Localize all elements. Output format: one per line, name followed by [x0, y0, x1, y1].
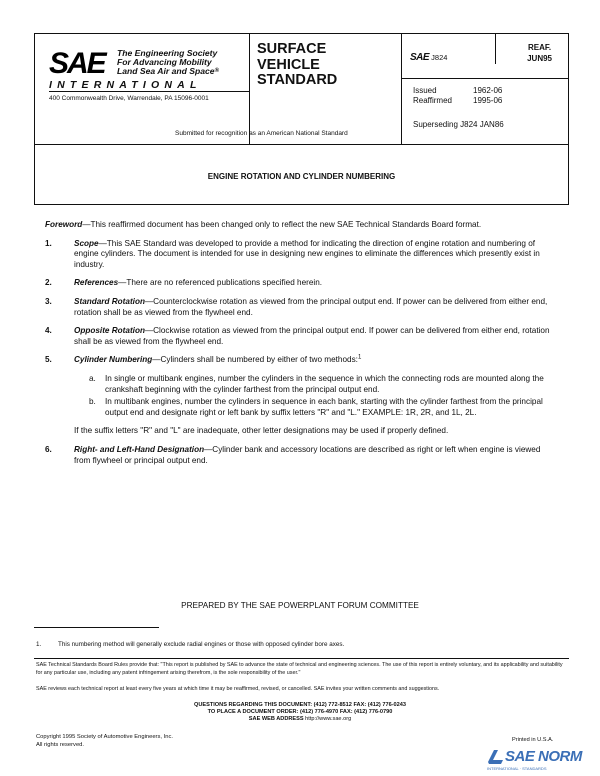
contact-info: QUESTIONS REGARDING THIS DOCUMENT: (412) 772-8512 FAX: (412) 776-0243 TO PLACE A DOCUMENT ORDER: (412) 776-4970 FAX: (412) 776-0790 SAE WEB ADDRESS http://www.sae.org: [193, 702, 406, 723]
society-tagline: The Engineering Society For Advancing Mobility Land Sea Air and Space®: [117, 48, 220, 77]
section-standard-rotation: 3. Standard Rotation—Counterclockwise rotation as viewed from the principal output end. If power can be delivered from either end, rotation shall be as viewed from the flywheel end.: [45, 296, 548, 317]
suffix-note: If the suffix letters "R" and "L" are inadequate, other letter designations may be used if properly defined.: [74, 426, 449, 436]
superseding-note: Superseding J824 JAN86: [413, 120, 504, 129]
document-header: [34, 33, 569, 145]
section-opposite-rotation: 4. Opposite Rotation—Clockwise rotation as viewed from the principal output end. If power can be delivered from either end, rotation shall be as viewed from the flywheel end.: [45, 326, 550, 346]
sae-logo: SAE: [49, 47, 105, 80]
document-title: ENGINE ROTATION AND CYLINDER NUMBERING: [207, 172, 396, 181]
title-box: [34, 145, 569, 205]
standard-type-title: SURFACE VEHICLE STANDARD: [257, 41, 338, 88]
prepared-by: PREPARED BY THE SAE POWERPLANT FORUM COMMITTEE: [181, 601, 419, 610]
society-address: 400 Commonwealth Drive, Warrendale, PA 15096-0001: [49, 95, 209, 102]
header-divider: [401, 34, 402, 144]
section-references: 2. References—There are no referenced publications specified herein.: [45, 278, 323, 288]
printed-in: Printed in U.S.A.: [512, 737, 554, 743]
web-link[interactable]: http://www.sae.org: [305, 716, 352, 723]
document-body: [45, 220, 555, 474]
divider: [49, 91, 249, 92]
watermark-logo-icon: [485, 746, 507, 768]
international-label: INTERNATIONAL: [49, 79, 202, 91]
ansi-submission-note: Submitted for recognition as an American National Standard: [175, 130, 348, 137]
foreword: Foreword—This reaffirmed document has been changed only to reflect the new SAE Technical Standards Board format.: [45, 220, 482, 229]
review-notice: SAE reviews each technical report at least every five years at which time it may be reaffirmed, revised, or cancelled. SAE invites your written comments and suggestions.: [36, 686, 440, 692]
document-number: SAE J824: [410, 52, 448, 63]
list-item: b. In multibank engines, number the cylinders in sequence in each bank, starting with the cylinder farthest from the principal output end and designate right or left bank by suffix letters "R" and "L." EXAMPLE: 1R, 2R, and 1L, 2L.: [89, 397, 543, 417]
section-cylinder-numbering: 5. Cylinder Numbering—Cylinders shall be numbered by either of two methods:$^1$: [45, 354, 362, 365]
issue-dates: Issued 1962-06 Reaffirmed 1995-06: [413, 86, 503, 105]
list-item: a. In single or multibank engines, number the cylinders in the sequence in which the connecting rods are mounted along the crankshaft beginning with the cylinder farthest from the principal output end.: [89, 373, 544, 394]
header-divider: [495, 34, 496, 64]
reaffirmation-stamp: REAF. JUN95: [527, 43, 552, 63]
sae-norm-watermark: SAE NORM INTERNATIONAL · STANDARDS: [487, 748, 582, 771]
header-divider: [249, 34, 250, 144]
footnote-divider: [34, 627, 159, 628]
copyright: Copyright 1995 Society of Automotive Engineers, Inc. All rights reserved.: [36, 734, 173, 748]
footer-divider: [34, 658, 569, 659]
section-scope: 1. Scope—This SAE Standard was developed to provide a method for indicating the direction of engine rotation and numbering of engine cylinders. The document is intended for use in designing new engines to eliminate the differences which presently exist in industry.: [45, 238, 540, 269]
tsb-rules-notice: SAE Technical Standards Board Rules provide that: "This report is published by SAE to advance the state of technical and engineering sciences. The use of this report is entirely voluntary, and its applicability and suitability for any particular use, including any patent infringement arising therefrom, is the sole responsibility of the user.": [36, 662, 563, 676]
footnote: 1. This numbering method will generally exclude radial engines or those with opposed cylinder bore axes.: [36, 641, 345, 648]
header-divider: [401, 78, 568, 79]
section-hand-designation: 6. Right- and Left-Hand Designation—Cylinder bank and accessory locations are described as right or left when engine is viewed from flywheel or principal output end.: [45, 444, 541, 465]
